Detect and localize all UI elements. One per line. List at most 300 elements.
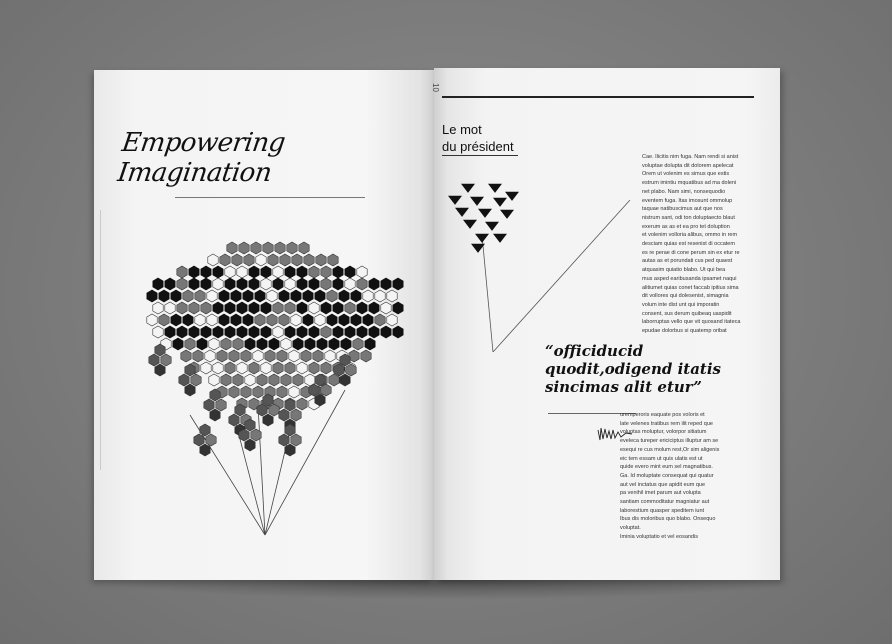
body-top-line: exerum as as et ea pro tet doluption [642, 223, 730, 230]
hexagon-shape [261, 326, 271, 338]
body-top-line: Cae. Ilicitis nim fuga. Nam rendi si anist [642, 154, 739, 160]
hexagon-shape [381, 302, 391, 314]
hexagon-shape [375, 290, 385, 302]
hexagon-shape [255, 314, 265, 326]
hexagon-shape [267, 314, 277, 326]
hexagon-shape [245, 439, 255, 451]
hexagon-shape [221, 338, 231, 350]
hexagon-shape [345, 326, 355, 338]
hexagon-shape [309, 326, 319, 338]
hexagon-shape [239, 242, 249, 254]
hexagon-shape [293, 374, 303, 386]
hexagon-shape [235, 404, 245, 416]
hexagon-shape [309, 278, 319, 290]
hexagon-shape [245, 374, 255, 386]
hexagon-shape [201, 302, 211, 314]
hexagon-shape [229, 414, 239, 426]
hexagon-shape [301, 350, 311, 362]
body-bottom-line: quide evero mint eum sel magnatibus. [620, 464, 713, 471]
hexagon-shape [159, 314, 169, 326]
body-bottom-line: eic tem essam ut quis ulatis est ut [620, 455, 703, 462]
hexagon-shape [177, 266, 187, 278]
hexagon-shape [209, 374, 219, 386]
hexagon-shape [217, 350, 227, 362]
hexagon-shape [369, 278, 379, 290]
hexagon-shape [393, 278, 403, 290]
hexagon-shape [183, 290, 193, 302]
hexagon-shape [225, 278, 235, 290]
body-top-line: es re perae di cone perum sin ex etur re [642, 249, 740, 256]
hexagon-shape [351, 314, 361, 326]
hexagon-shape [243, 290, 253, 302]
hexagon-shape [339, 290, 349, 302]
hexagon-shape [171, 290, 181, 302]
triangle-cluster-small [448, 184, 519, 253]
triangle-shape [505, 192, 519, 201]
hexagon-shape [257, 338, 267, 350]
hexagon-shape [229, 386, 239, 398]
hexagon-shape [345, 266, 355, 278]
hexagon-shape [365, 338, 375, 350]
hexagon-shape [279, 409, 289, 421]
hexagon-shape [297, 326, 307, 338]
body-bottom-line: pa venihil imet parum aut volupta [620, 490, 701, 497]
hexagon-shape [201, 266, 211, 278]
body-bottom-line: voluptat. [620, 525, 641, 532]
hexagon-shape [281, 338, 291, 350]
hexagon-shape [327, 290, 337, 302]
hexagon-shape [147, 290, 157, 302]
hexagon-shape [256, 254, 266, 266]
body-bottom-line: aut vel inctatus que apidit eum que [620, 481, 706, 488]
triangle-shape [488, 184, 502, 193]
hexagon-shape [363, 290, 373, 302]
hexagon-shape [213, 266, 223, 278]
hexagon-shape [329, 338, 339, 350]
hexagon-shape [181, 350, 191, 362]
hexagon-shape [313, 350, 323, 362]
triangle-shape [485, 222, 499, 231]
hexagon-shape [185, 364, 195, 376]
hexagon-shape [219, 290, 229, 302]
triangle-shape [448, 196, 462, 205]
body-top-line: desciam quias est resenist di occatem [642, 241, 735, 248]
hexagon-shape [285, 326, 295, 338]
pull-quote [545, 342, 745, 396]
hexagon-shape [285, 399, 295, 411]
hexagon-shape [257, 374, 267, 386]
hexagon-shape [325, 350, 335, 362]
section-title-line2: du président [442, 139, 514, 154]
body-bottom-line: eveleca tureper ericiciptus illuptur am se [620, 438, 719, 445]
hexagon-shape [251, 429, 261, 441]
hexagon-shape [261, 266, 271, 278]
hexagon-shape [245, 419, 255, 431]
hexagon-shape [333, 302, 343, 314]
hexagon-shape [293, 338, 303, 350]
hexagon-shape [177, 302, 187, 314]
hexagon-shape [304, 254, 314, 266]
hexagon-shape [227, 242, 237, 254]
hexagon-shape [292, 254, 302, 266]
hexagon-shape [189, 266, 199, 278]
hexagon-shape [340, 354, 350, 366]
section-title-line1: Le mot [442, 122, 482, 137]
section-title [442, 121, 514, 155]
hexagon-shape [297, 302, 307, 314]
hexagon-shape [273, 302, 283, 314]
hexagon-shape [303, 314, 313, 326]
triangle-shape [493, 234, 507, 243]
hexagon-shape [333, 326, 343, 338]
hexagon-shape [233, 374, 243, 386]
hexagon-shape [153, 302, 163, 314]
body-top-line: et volenim volloria alibus, ommo in rem [642, 232, 738, 239]
quote-line2: quodit,odigend itatis [545, 360, 721, 378]
hexagon-shape [285, 444, 295, 456]
hexagon-shape [285, 278, 295, 290]
body-top-line: net plabo. Nam simi, nonsequodio [642, 188, 726, 195]
hexagon-shape [153, 326, 163, 338]
hexagon-shape [159, 290, 169, 302]
quote-line3: sincimas alit etur” [545, 378, 702, 396]
hexagon-shape [239, 429, 249, 441]
hexagon-shape [327, 314, 337, 326]
hexagon-shape [225, 362, 235, 374]
hexagon-shape [297, 398, 307, 410]
hexagon-shape [268, 254, 278, 266]
hexagon-shape [261, 302, 271, 314]
hexagon-shape [299, 242, 309, 254]
hexagon-shape [317, 338, 327, 350]
hexagon-tree-small [482, 200, 630, 352]
triangle-shape [463, 220, 477, 229]
hexagon-shape [165, 326, 175, 338]
hexagon-shape [231, 290, 241, 302]
hexagon-shape [232, 254, 242, 266]
hexagon-shape [249, 302, 259, 314]
hexagon-shape [225, 326, 235, 338]
hexagon-shape [321, 278, 331, 290]
hexagon-shape [220, 254, 230, 266]
hexagon-shape [147, 314, 157, 326]
hexagon-shape [289, 386, 299, 398]
hexagon-shape [381, 278, 391, 290]
body-top-line: volum inte dist unt qui imporatin [642, 301, 720, 308]
hexagon-shape [357, 326, 367, 338]
hexagon-shape [363, 314, 373, 326]
hexagon-shape [309, 362, 319, 374]
section-title-underline [442, 155, 518, 156]
hexagon-shape [265, 350, 275, 362]
body-top-line: epudae dolorbus si quatemp oribat [642, 328, 727, 335]
hexagon-shape [339, 314, 349, 326]
hexagon-shape [179, 374, 189, 386]
body-top-line: mus asped earibusanda ipsamet naqui [642, 275, 737, 282]
hexagon-shape [279, 290, 289, 302]
hexagon-shape [200, 444, 210, 456]
body-text-bottom [620, 411, 760, 542]
hexagon-shape [237, 362, 247, 374]
hexagon-shape [241, 386, 251, 398]
hexagon-shape [321, 266, 331, 278]
hexagon-shape [165, 278, 175, 290]
hexagon-shape [387, 290, 397, 302]
hexagon-shape [251, 242, 261, 254]
hexagon-shape [195, 290, 205, 302]
hexagon-shape [208, 254, 218, 266]
page-number: 10 [431, 83, 440, 92]
quote-line1: “officiducid [545, 342, 644, 360]
body-top-line: laborruptas vello que vit quosand itateca [642, 319, 741, 326]
hexagon-shape [225, 302, 235, 314]
hexagon-shape [209, 338, 219, 350]
hexagon-shape [273, 278, 283, 290]
hexagon-shape [303, 290, 313, 302]
body-top-line: taquae natibuscimus aut que nos [642, 206, 723, 213]
hexagon-shape [195, 314, 205, 326]
hexagon-shape [243, 314, 253, 326]
body-top-line: dit vollores qui dolesenist, simagnia [642, 293, 729, 300]
hexagon-shape [345, 278, 355, 290]
hexagon-shape [193, 350, 203, 362]
hexagon-shape [369, 326, 379, 338]
hexagon-shape [316, 254, 326, 266]
hexagon-shape [297, 266, 307, 278]
hexagon-shape [200, 424, 210, 436]
hexagon-shape [280, 254, 290, 266]
hexagon-shape [201, 278, 211, 290]
hexagon-shape [197, 338, 207, 350]
hexagon-shape [297, 278, 307, 290]
triangle-shape [455, 208, 469, 217]
hexagon-shape [245, 338, 255, 350]
triangle-shape [500, 210, 514, 219]
hexagon-shape [213, 278, 223, 290]
hexagon-shape [249, 278, 259, 290]
hexagon-shape [309, 302, 319, 314]
body-top-line: Orem ut volenim es simus que estis [642, 171, 730, 178]
header-rule [442, 96, 754, 98]
hexagon-shape [249, 266, 259, 278]
hexagon-shape [340, 374, 350, 386]
hexagon-shape [329, 374, 339, 386]
hexagon-shape [281, 374, 291, 386]
hexagon-shape [161, 354, 171, 366]
hexagon-shape [353, 338, 363, 350]
hexagon-shape [221, 374, 231, 386]
body-top-line: eventem fuga. Itas imosunt ommolup [642, 197, 733, 204]
body-top-line: atquasim quiatio blabo. Ut qui bea [642, 267, 726, 274]
hexagon-shape [321, 326, 331, 338]
hexagon-shape [263, 394, 273, 406]
hexagon-shape [289, 350, 299, 362]
hexagon-shape [171, 314, 181, 326]
hexagon-shape [185, 338, 195, 350]
hexagon-shape [309, 384, 319, 396]
hexagon-shape [155, 344, 165, 356]
hexagon-shape [241, 350, 251, 362]
body-top-line: estrum imintiu mquatibus ad ma doleni [642, 180, 737, 187]
body-bottom-line: voluptas moluptur, volorpor sitiatum [620, 429, 707, 436]
hexagon-shape [249, 326, 259, 338]
hexagon-shape [277, 350, 287, 362]
hexagon-shape [357, 278, 367, 290]
body-bottom-line: Ga. Id moluptate consequat qui quatur [620, 472, 714, 479]
hexagon-shape [257, 404, 267, 416]
hexagon-shape [291, 409, 301, 421]
hexagon-shape [393, 326, 403, 338]
hexagon-shape [255, 290, 265, 302]
body-bottom-line: Iminia voluptatio et vel eosandis [620, 533, 698, 540]
hexagon-shape [321, 384, 331, 396]
hexagon-shape [273, 362, 283, 374]
body-top-line: autas as et porundati cus ped quaest [642, 258, 733, 265]
hexagon-shape [387, 314, 397, 326]
hexagon-shape [244, 254, 254, 266]
hexagon-shape [213, 326, 223, 338]
hexagon-shape [149, 354, 159, 366]
hexagon-shape [357, 302, 367, 314]
hexagon-shape [237, 278, 247, 290]
hexagon-shape [305, 338, 315, 350]
hexagon-shape [341, 338, 351, 350]
body-bottom-line: laborestium quasper speditem iunt [620, 507, 705, 514]
hexagon-shape [285, 302, 295, 314]
hexagon-shape [321, 302, 331, 314]
hexagon-shape [275, 242, 285, 254]
hexagon-shape [233, 338, 243, 350]
hexagon-shape [285, 424, 295, 436]
hexagon-shape [173, 338, 183, 350]
hexagon-shape [229, 350, 239, 362]
body-top-line: alitiumet quias conet faccab ipitius sima [642, 284, 739, 291]
triangle-shape [470, 197, 484, 206]
hexagon-shape [194, 434, 204, 446]
hexagon-shape [201, 362, 211, 374]
triangle-shape [461, 184, 475, 193]
triangle-shape [493, 198, 507, 207]
hexagon-shape [237, 266, 247, 278]
hexagon-shape [287, 242, 297, 254]
hexagon-shape [213, 302, 223, 314]
hexagon-shape [297, 362, 307, 374]
hexagon-shape [279, 434, 289, 446]
hexagon-shape [381, 326, 391, 338]
hexagon-shape [261, 278, 271, 290]
hexagon-shape [185, 384, 195, 396]
hexagon-shape [291, 290, 301, 302]
hexagon-shape [285, 266, 295, 278]
body-bottom-line: late velenes tratibus rem ilit reped que [620, 420, 713, 427]
hexagon-shape [263, 414, 273, 426]
hexagon-shape [273, 326, 283, 338]
hexagon-shape [189, 302, 199, 314]
hexagon-shape [261, 362, 271, 374]
body-top-line: nistrum sant, odi ton doluptaecto blaut [642, 214, 735, 221]
hexagon-shape [207, 290, 217, 302]
hexagon-shape [393, 302, 403, 314]
hexagon-shape [321, 362, 331, 374]
hexagon-shape [269, 338, 279, 350]
hexagon-shape [177, 326, 187, 338]
hexagon-shape [315, 374, 325, 386]
hexagon-shape [333, 278, 343, 290]
hexagon-shape [225, 266, 235, 278]
body-top-line: consent, sus derum quibeaq uaspidit [642, 310, 732, 317]
hexagon-shape [205, 350, 215, 362]
hexagon-shape [351, 290, 361, 302]
hexagon-shape [361, 350, 371, 362]
hexagon-shape [253, 350, 263, 362]
hexagon-shape [219, 314, 229, 326]
hexagon-shape [333, 266, 343, 278]
hexagon-shape [357, 266, 367, 278]
hexagon-shape [204, 399, 214, 411]
hexagon-shape [334, 364, 344, 376]
hexagon-shape [189, 278, 199, 290]
hexagon-shape [210, 389, 220, 401]
hexagon-shape [201, 326, 211, 338]
hexagon-shape [237, 302, 247, 314]
hexagon-shape [213, 362, 223, 374]
hexagon-shape [369, 302, 379, 314]
hexagon-shape [346, 364, 356, 376]
hexagon-shape [267, 290, 277, 302]
hexagon-shape [177, 278, 187, 290]
hexagon-shape [189, 326, 199, 338]
hexagon-shape [277, 386, 287, 398]
hexagon-shape [206, 434, 216, 446]
body-text-top [642, 153, 762, 336]
hexagon-shape [249, 362, 259, 374]
hexagon-shape [231, 314, 241, 326]
body-bottom-line: uremperoris eaquate pos voloris et [620, 412, 705, 418]
hexagon-shape [253, 386, 263, 398]
body-bottom-line: Ibus dis moloribus quo blabo. Onsequo [620, 516, 716, 523]
hexagon-shape [153, 278, 163, 290]
hexagon-shape [263, 242, 273, 254]
hexagon-shape [279, 314, 289, 326]
hexagon-shape [345, 302, 355, 314]
hexagon-shape [285, 362, 295, 374]
hexagon-shape [291, 434, 301, 446]
hexagon-shape [183, 314, 193, 326]
page-title: Empowering Imagination [115, 128, 287, 188]
triangle-shape [475, 234, 489, 243]
hexagon-shape [291, 314, 301, 326]
hexagon-shape [315, 394, 325, 406]
hexagon-shape [165, 302, 175, 314]
hexagon-shape [269, 404, 279, 416]
hexagon-shape [237, 326, 247, 338]
hexagon-shape [191, 374, 201, 386]
body-top-line: voluptae dolupta dit dolorem apelecat [642, 162, 734, 169]
hexagon-shape [269, 374, 279, 386]
hexagon-shape [207, 314, 217, 326]
hexagon-shape [155, 364, 165, 376]
body-bottom-line: santiam commoditatur magniatur aut [620, 499, 710, 506]
hexagon-shape [328, 254, 338, 266]
body-bottom-line: esequi re cus molum rest,Or sim aligenis [620, 446, 720, 453]
hexagon-shape [210, 409, 220, 421]
hexagon-shape [309, 266, 319, 278]
triangle-shape [478, 209, 492, 218]
hexagon-shape [315, 290, 325, 302]
hexagon-shape [216, 399, 226, 411]
hexagon-shape [375, 314, 385, 326]
hexagon-shape [273, 266, 283, 278]
